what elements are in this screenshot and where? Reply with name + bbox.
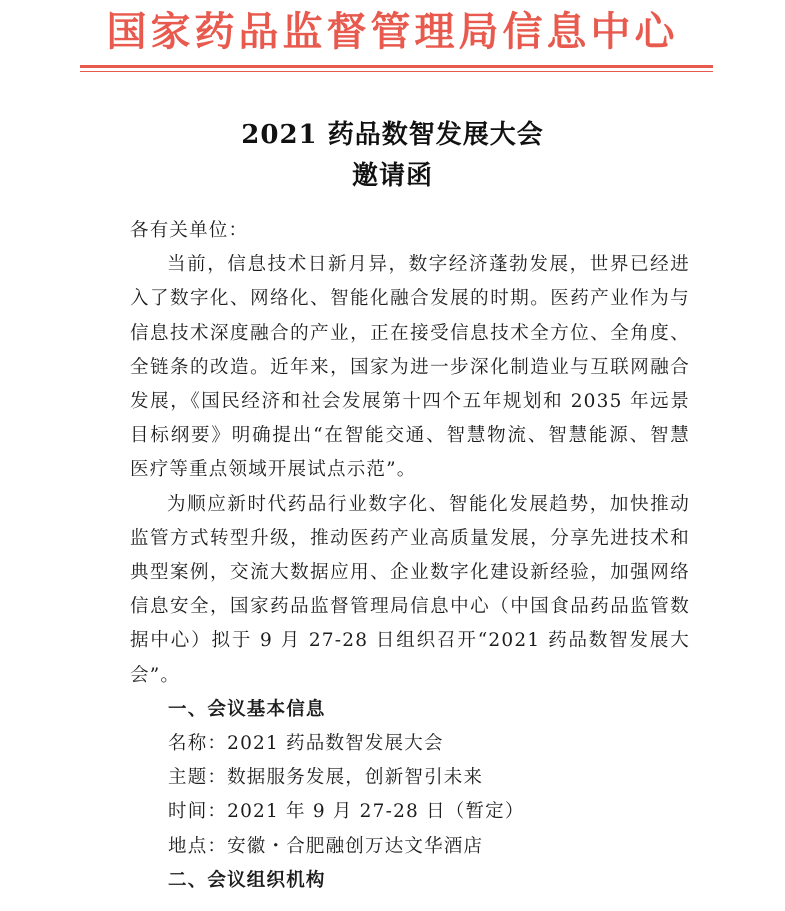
paragraph-purpose: 为顺应新时代药品行业数字化、智能化发展趋势，加快推动监管方式转型升级，推动医药产业高质量发展，分享先进技术和典型案例，交流大数据应用、企业数字化建设新经验，加强网络信息安全，国家药品监督管理局信息中心（中国食品药品监管数据中心）拟于 9 月 27-28 日组织召开“2021 药品数智发展大会”。 bbox=[130, 493, 690, 686]
document-subtitle: 邀请函 bbox=[351, 161, 433, 191]
info-location: 地点：安徽・合肥融创万达文华酒店 bbox=[168, 835, 484, 857]
section-heading-basic-info: 一、会议基本信息 bbox=[168, 698, 326, 720]
salutation: 各有关单位： bbox=[130, 220, 249, 241]
document-title: 2021 药品数智发展大会 bbox=[241, 120, 544, 150]
paragraph-background: 当前，信息技术日新月异，数字经济蓬勃发展，世界已经进入了数字化、网络化、智能化融合发展的时期。医药产业作为与信息技术深度融合的产业，正在接受信息技术全方位、全角度、全链条的改造。近年来，国家为进一步深化制造业与互联网融合发展，《国民经济和社会发展第十四个五年规划和 2035 年远景目标纲要》明确提出“在智能交通、智慧物流、智慧能源、智慧医疗等重点领域开展试点示范”。 bbox=[130, 254, 690, 481]
info-time: 时间：2021 年 9 月 27-28 日（暂定） bbox=[168, 801, 525, 823]
section-heading-organization: 二、会议组织机构 bbox=[168, 869, 326, 891]
letterhead-org-name: 国家药品监督管理局信息中心 bbox=[106, 9, 679, 55]
letterhead-divider-thin bbox=[80, 71, 713, 72]
letterhead-divider-thick bbox=[80, 65, 713, 68]
document-body bbox=[130, 214, 690, 898]
info-name: 名称：2021 药品数智发展大会 bbox=[168, 733, 444, 755]
info-theme: 主题：数据服务发展，创新智引未来 bbox=[168, 767, 484, 789]
